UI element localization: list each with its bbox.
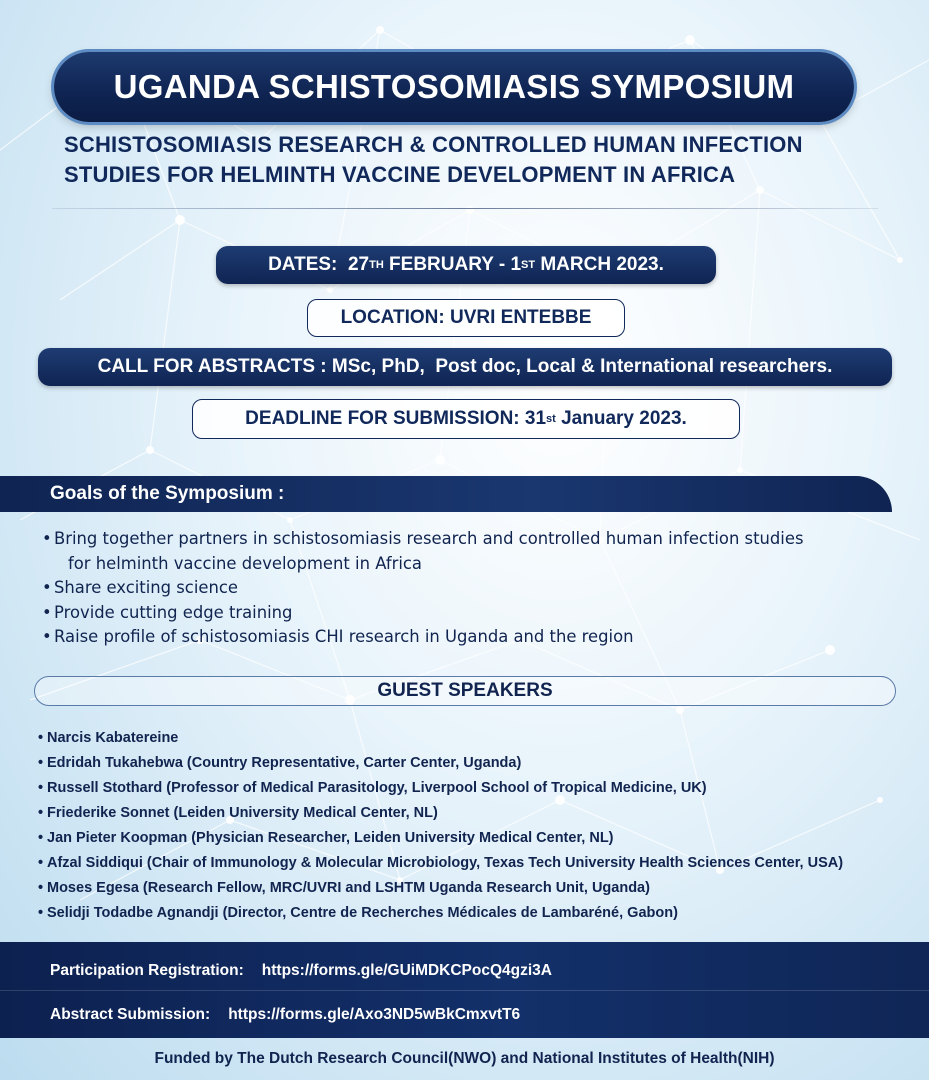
dates-start-month: FEBRUARY - 1 — [389, 254, 522, 275]
abstract-submission-line — [50, 1006, 520, 1024]
registration-line — [50, 962, 552, 980]
speaker-item: • Selidji Todadbe Agnandji (Director, Centre de Recherches Médicales de Lambaréné, Gabon) — [38, 901, 918, 926]
registration-label: Participation Registration: — [50, 962, 244, 979]
location-text: LOCATION: UVRI ENTEBBE — [340, 307, 592, 328]
abstract-submission-link[interactable]: https://forms.gle/Axo3ND5wBkCmxvtT6 — [228, 1006, 521, 1023]
subtitle-line-1: SCHISTOSOMIASIS RESEARCH & CONTROLLED HUMAN INFECTION — [64, 132, 803, 157]
speaker-item: • Edridah Tukahebwa (Country Representative, Carter Center, Uganda) — [38, 751, 918, 776]
footer-divider — [0, 990, 929, 991]
funded-by-text: Funded by The Dutch Research Council(NWO) and National Institutes of Health(NIH) — [154, 1050, 775, 1067]
goals-heading: Goals of the Symposium : — [50, 483, 285, 504]
guest-speakers-list — [38, 726, 918, 926]
goal-item: • Bring together partners in schistosomiasis research and controlled human infection studies for helminth vaccine development in Africa — [44, 527, 904, 576]
guest-speakers-heading: GUEST SPEAKERS — [377, 680, 553, 701]
goal-item: • Raise profile of schistosomiasis CHI research in Uganda and the region — [44, 625, 904, 650]
speaker-item: • Friederike Sonnet (Leiden University Medical Center, NL) — [38, 801, 918, 826]
subtitle — [64, 130, 884, 190]
dates-label: DATES: — [268, 254, 338, 275]
call-for-abstracts-text: CALL FOR ABSTRACTS : MSc, PhD, Post doc, Local & International researchers. — [97, 356, 833, 377]
goals-heading-bar — [0, 476, 892, 512]
speaker-item: • Afzal Siddiqui (Chair of Immunology & Molecular Microbiology, Texas Tech University Health Sciences Center, USA) — [38, 851, 918, 876]
divider — [52, 208, 878, 209]
title-banner — [54, 52, 854, 122]
call-for-abstracts-banner — [38, 348, 892, 386]
deadline-prefix: DEADLINE FOR SUBMISSION: 31 — [245, 408, 547, 429]
dates-start-day: 27 — [347, 254, 370, 275]
location-box — [307, 299, 625, 337]
goal-item: • Share exciting science — [44, 576, 904, 601]
deadline-rest: January 2023. — [561, 408, 687, 429]
registration-link[interactable]: https://forms.gle/GUiMDKCPocQ4gzi3A — [261, 962, 552, 979]
deadline-box: DEADLINE FOR SUBMISSION: 31 st January 2023. — [192, 399, 740, 439]
guest-speakers-heading-bar — [34, 676, 896, 706]
dates-banner: DATES: 27 TH FEBRUARY - 1 ST MARCH 2023. — [216, 246, 716, 284]
goal-item: • Provide cutting edge training — [44, 601, 904, 626]
abstract-submission-label: Abstract Submission: — [50, 1006, 211, 1023]
page-title: UGANDA SCHISTOSOMIASIS SYMPOSIUM — [113, 68, 795, 105]
speaker-item: • Moses Egesa (Research Fellow, MRC/UVRI and LSHTM Uganda Research Unit, Uganda) — [38, 876, 918, 901]
dates-end-rest: MARCH 2023. — [540, 254, 664, 275]
goals-list — [44, 527, 904, 650]
subtitle-line-2: STUDIES FOR HELMINTH VACCINE DEVELOPMENT IN AFRICA — [64, 162, 736, 187]
speaker-item: • Russell Stothard (Professor of Medical Parasitology, Liverpool School of Tropical Medicine, UK) — [38, 776, 918, 801]
speaker-item: • Jan Pieter Koopman (Physician Researcher, Leiden University Medical Center, NL) — [38, 826, 918, 851]
speaker-item: • Narcis Kabatereine — [38, 726, 918, 751]
